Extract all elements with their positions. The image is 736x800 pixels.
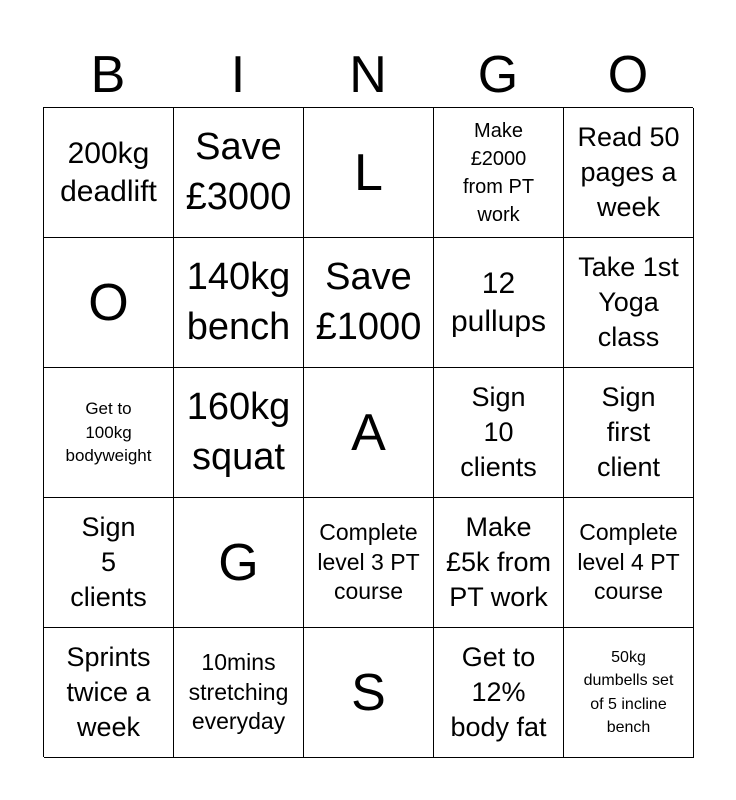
cell-text: Sprints twice a week (66, 641, 151, 743)
bingo-header (43, 42, 693, 108)
header-letter-o: O (607, 46, 649, 104)
cell-text: 10mins stretching everyday (188, 648, 289, 735)
bingo-cell-r5c5[interactable] (564, 628, 694, 758)
cell-text: A (351, 403, 386, 462)
bingo-cell-r3c2[interactable] (174, 368, 304, 498)
bingo-cell-r1c4[interactable] (434, 108, 564, 238)
bingo-cell-r4c3[interactable] (304, 498, 434, 628)
cell-text: L (354, 143, 383, 202)
cell-text: Complete level 4 PT course (577, 518, 680, 605)
bingo-cell-r5c1[interactable] (44, 628, 174, 758)
bingo-cell-r4c4[interactable] (434, 498, 564, 628)
header-letter-g: G (477, 46, 519, 104)
bingo-cell-r5c4[interactable] (434, 628, 564, 758)
bingo-cell-r1c5[interactable] (564, 108, 694, 238)
cell-text: O (88, 273, 129, 332)
bingo-cell-r1c1[interactable] (44, 108, 174, 238)
cell-text: Make £5k from PT work (445, 511, 552, 613)
cell-text: Save £1000 (315, 256, 422, 348)
cell-text: Make £2000 from PT work (462, 119, 535, 226)
cell-text: G (218, 533, 259, 592)
bingo-cell-r5c2[interactable] (174, 628, 304, 758)
header-letter-i: I (230, 46, 246, 104)
bingo-cell-r2c3[interactable] (304, 238, 434, 368)
cell-text: 12 pullups (450, 267, 547, 338)
header-letter-n: N (349, 46, 387, 104)
bingo-cell-r2c4[interactable] (434, 238, 564, 368)
header-letter-b: B (90, 46, 126, 104)
bingo-cell-r1c2[interactable] (174, 108, 304, 238)
cell-text: Sign first client (596, 381, 661, 483)
bingo-cell-r3c5[interactable] (564, 368, 694, 498)
bingo-cell-r4c5[interactable] (564, 498, 694, 628)
bingo-cell-r2c5[interactable] (564, 238, 694, 368)
cell-text: Sign 10 clients (460, 381, 537, 483)
cell-text: Sign 5 clients (70, 511, 147, 613)
bingo-cell-r2c2[interactable] (174, 238, 304, 368)
bingo-board (43, 107, 693, 757)
cell-text: Save £3000 (185, 126, 292, 218)
cell-text: 140kg bench (186, 256, 291, 348)
bingo-cell-r5c3[interactable] (304, 628, 434, 758)
bingo-cell-r3c3[interactable] (304, 368, 434, 498)
bingo-cell-r4c1[interactable] (44, 498, 174, 628)
cell-text: Get to 100kg bodyweight (65, 398, 152, 466)
cell-text: Get to 12% body fat (450, 641, 547, 743)
bingo-cell-r2c1[interactable] (44, 238, 174, 368)
bingo-cell-r4c2[interactable] (174, 498, 304, 628)
cell-text: 200kg deadlift (60, 137, 157, 208)
bingo-cell-r1c3[interactable] (304, 108, 434, 238)
cell-text: 160kg squat (186, 386, 291, 478)
cell-text: Take 1st Yoga class (578, 251, 679, 353)
bingo-cell-r3c4[interactable] (434, 368, 564, 498)
cell-text: Read 50 pages a week (577, 121, 680, 223)
cell-text: Complete level 3 PT course (317, 518, 420, 605)
cell-text: 50kg dumbells set of 5 incline bench (583, 649, 674, 736)
cell-text: S (351, 663, 386, 722)
bingo-cell-r3c1[interactable] (44, 368, 174, 498)
